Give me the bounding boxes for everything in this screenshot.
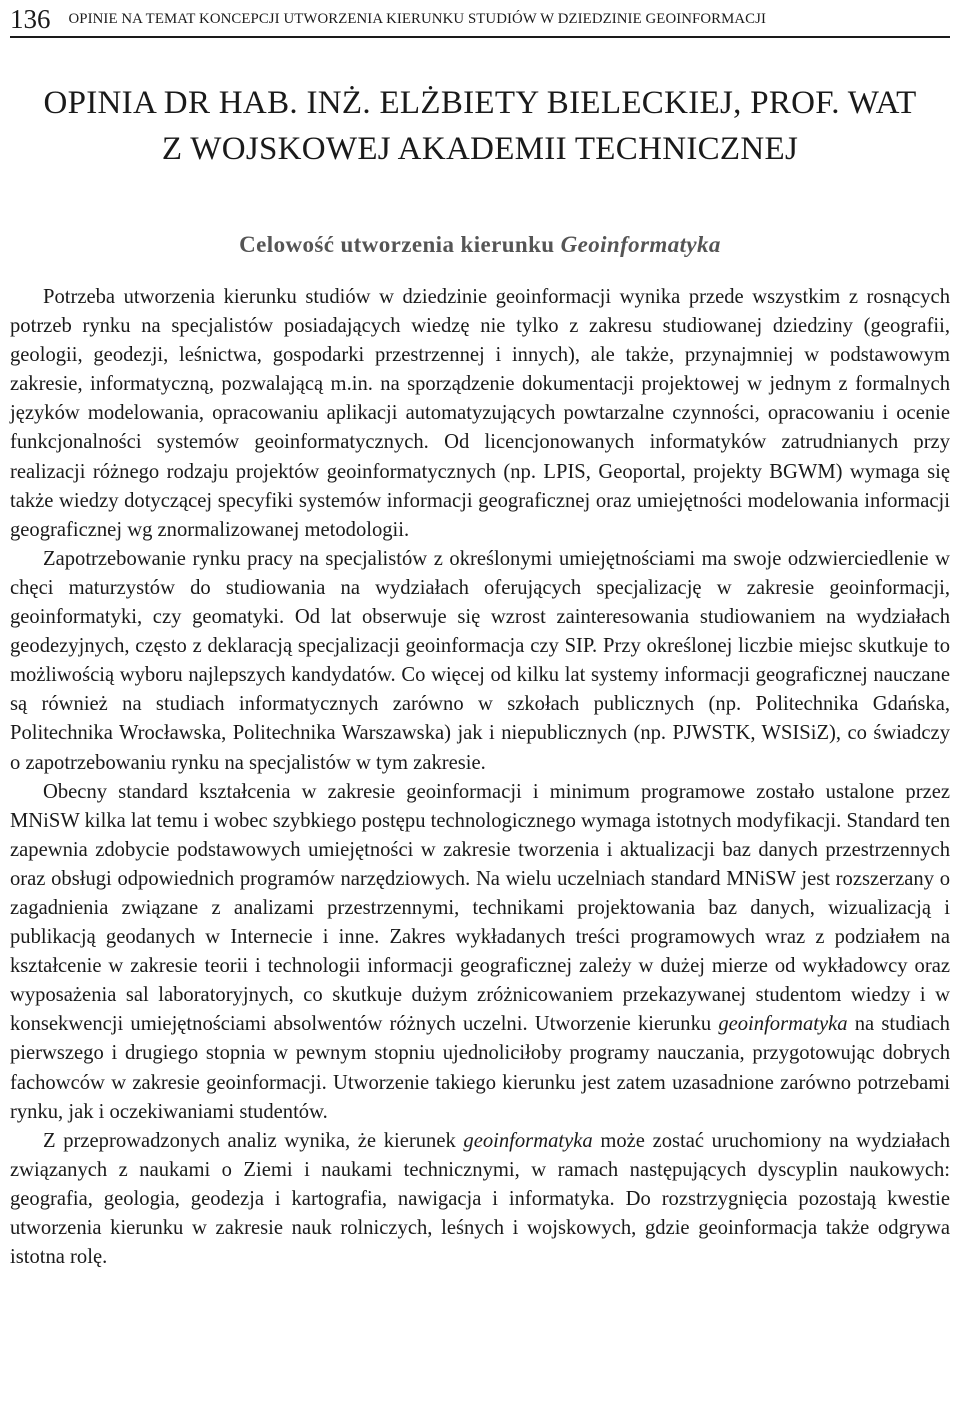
body-text [10,283,950,1272]
running-head-title: OPINIE NA TEMAT KONCEPCJI UTWORZENIA KIERUNKU STUDIÓW W DZIEDZINIE GEOINFORMACJI [68,10,767,27]
title-line-1: OPINIA DR HAB. INŻ. ELŻBIETY BIELECKIEJ, PROF. WAT [43,85,917,121]
paragraph-4-italic: geoinformatyka [463,1129,593,1152]
section-heading-italic: Geoinformatyka [560,232,721,257]
paragraph-4-part-1: Z przeprowadzonych analiz wynika, że kierunek [43,1129,464,1152]
section-heading-text: Celowość utworzenia kierunku [239,232,561,257]
paragraph-4 [10,1127,950,1272]
section-heading [0,230,960,260]
paragraph-3-part-1: Obecny standard kształcenia w zakresie geoinformacji i minimum programowe zostało ustalone przez MNiSW kilka lat temu i wobec szybkiego postępu technologicznego wymaga istotnych modyfikacji. Standard ten zapewnia zdobycie podstawowych umiejętności w zakresie tworzenia i aktualizacji baz danych przestrzennych oraz obsługi odpowiednich programów narzędziowych. Na wielu uczelniach standard MNiSW jest rozszerzany o zagadnienia związane z analizami przestrzennymi, technikami projektowania baz danych, wizualizacją i publikacją geodanych w Internecie i inne. Zakres wykładanych treści programowych wraz z podziałem na kształcenie w zakresie teorii i technologii informacji geograficznej zależy w dużej mierze od wykładowcy oraz wyposażenia sal laboratoryjnych, co skutkuje dużym zróżnicowaniem przekazywanej studentom wiedzy i w konsekwencji umiejętnościami absolwentów różnych uczelni. Utworzenie kierunku [10,780,950,1036]
paragraph-3 [10,778,950,1127]
paragraph-3-part-2: na studiach pierwszego i drugiego stopnia w pewnym stopniu ujednoliciłoby programy nauczania, przygotowując dobrych fachowców w zakresie geoinformacji. Utworzenie takiego kierunku jest zatem uzasadnione zarówno potrzebami rynku, jak i oczekiwaniami studentów. [10,1013,950,1123]
document-title [0,80,960,172]
paragraph-2: Zapotrzebowanie rynku pracy na specjalistów z określonymi umiejętnościami ma swoje odzwierciedlenie w chęci maturzystów do studiowania na wydziałach oferujących specjalizację w zakresie geoinformacji, geoinformatyki, czy geomatyki. Od lat obserwuje się wzrost zainteresowania studiowaniem na wydziałach geodezyjnych, często z deklaracją specjalizacji geoinformacja czy SIP. Przy określonej liczbie miejsc skutkuje to możliwością wyboru najlepszych kandydatów. Co więcej od kilku lat systemy informacji geograficznej nauczane są również na studiach informatycznych zarówno w szkołach publicznych (np. Politechnika Gdańska, Politechnika Wrocławska, Politechnika Warszawska) jak i niepublicznych (np. PJWSTK, WSISiZ), co świadczy o zapotrzebowaniu rynku na specjalistów w tym zakresie. [10,547,950,774]
paragraph-3-italic: geoinformatyka [718,1013,848,1036]
paragraph-4-part-2: może zostać uruchomiony na wydziałach związanych z naukami o Ziemi i naukami technicznymi, w ramach następujących dyscyplin naukowych: geografia, geologia, geodezja i kartografia, nawigacja i informatyka. Do rozstrzygnięcia pozostają kwestie utworzenia kierunku w zakresie nauk rolniczych, leśnych i wojskowych, gdzie geoinformacja także odgrywa istotna rolę. [10,1129,950,1269]
title-line-2: Z WOJSKOWEJ AKADEMII TECHNICZNEJ [161,131,799,167]
page-number: 136 [10,3,51,34]
running-header [10,2,950,38]
paragraph-1: Potrzeba utworzenia kierunku studiów w dziedzinie geoinformacji wynika przede wszystkim z rosnących potrzeb rynku na specjalistów posiadających wiedzę nie tylko z zakresu studiowanej dziedziny (geografii, geologii, geodezji, leśnictwa, gospodarki przestrzennej i innych), ale także, przynajmniej w podstawowym zakresie, informatyczną, pozwalającą m.in. na sporządzenie dokumentacji projektowej w jednym z formalnych języków modelowania, opracowaniu aplikacji automatyzujących powtarzalne czynności, opracowaniu i ocenie funkcjonalności systemów geoinformatycznych. Od licencjonowanych informatyków zatrudnianych przy realizacji różnego rodzaju projektów geoinformatycznych (np. LPIS, Geoportal, projekty BGWM) wymaga się także wiedzy dotyczącej specyfiki systemów informacji geograficznej oraz umiejętności modelowania informacji geograficznej wg znormalizowanej metodologii. [10,286,950,541]
